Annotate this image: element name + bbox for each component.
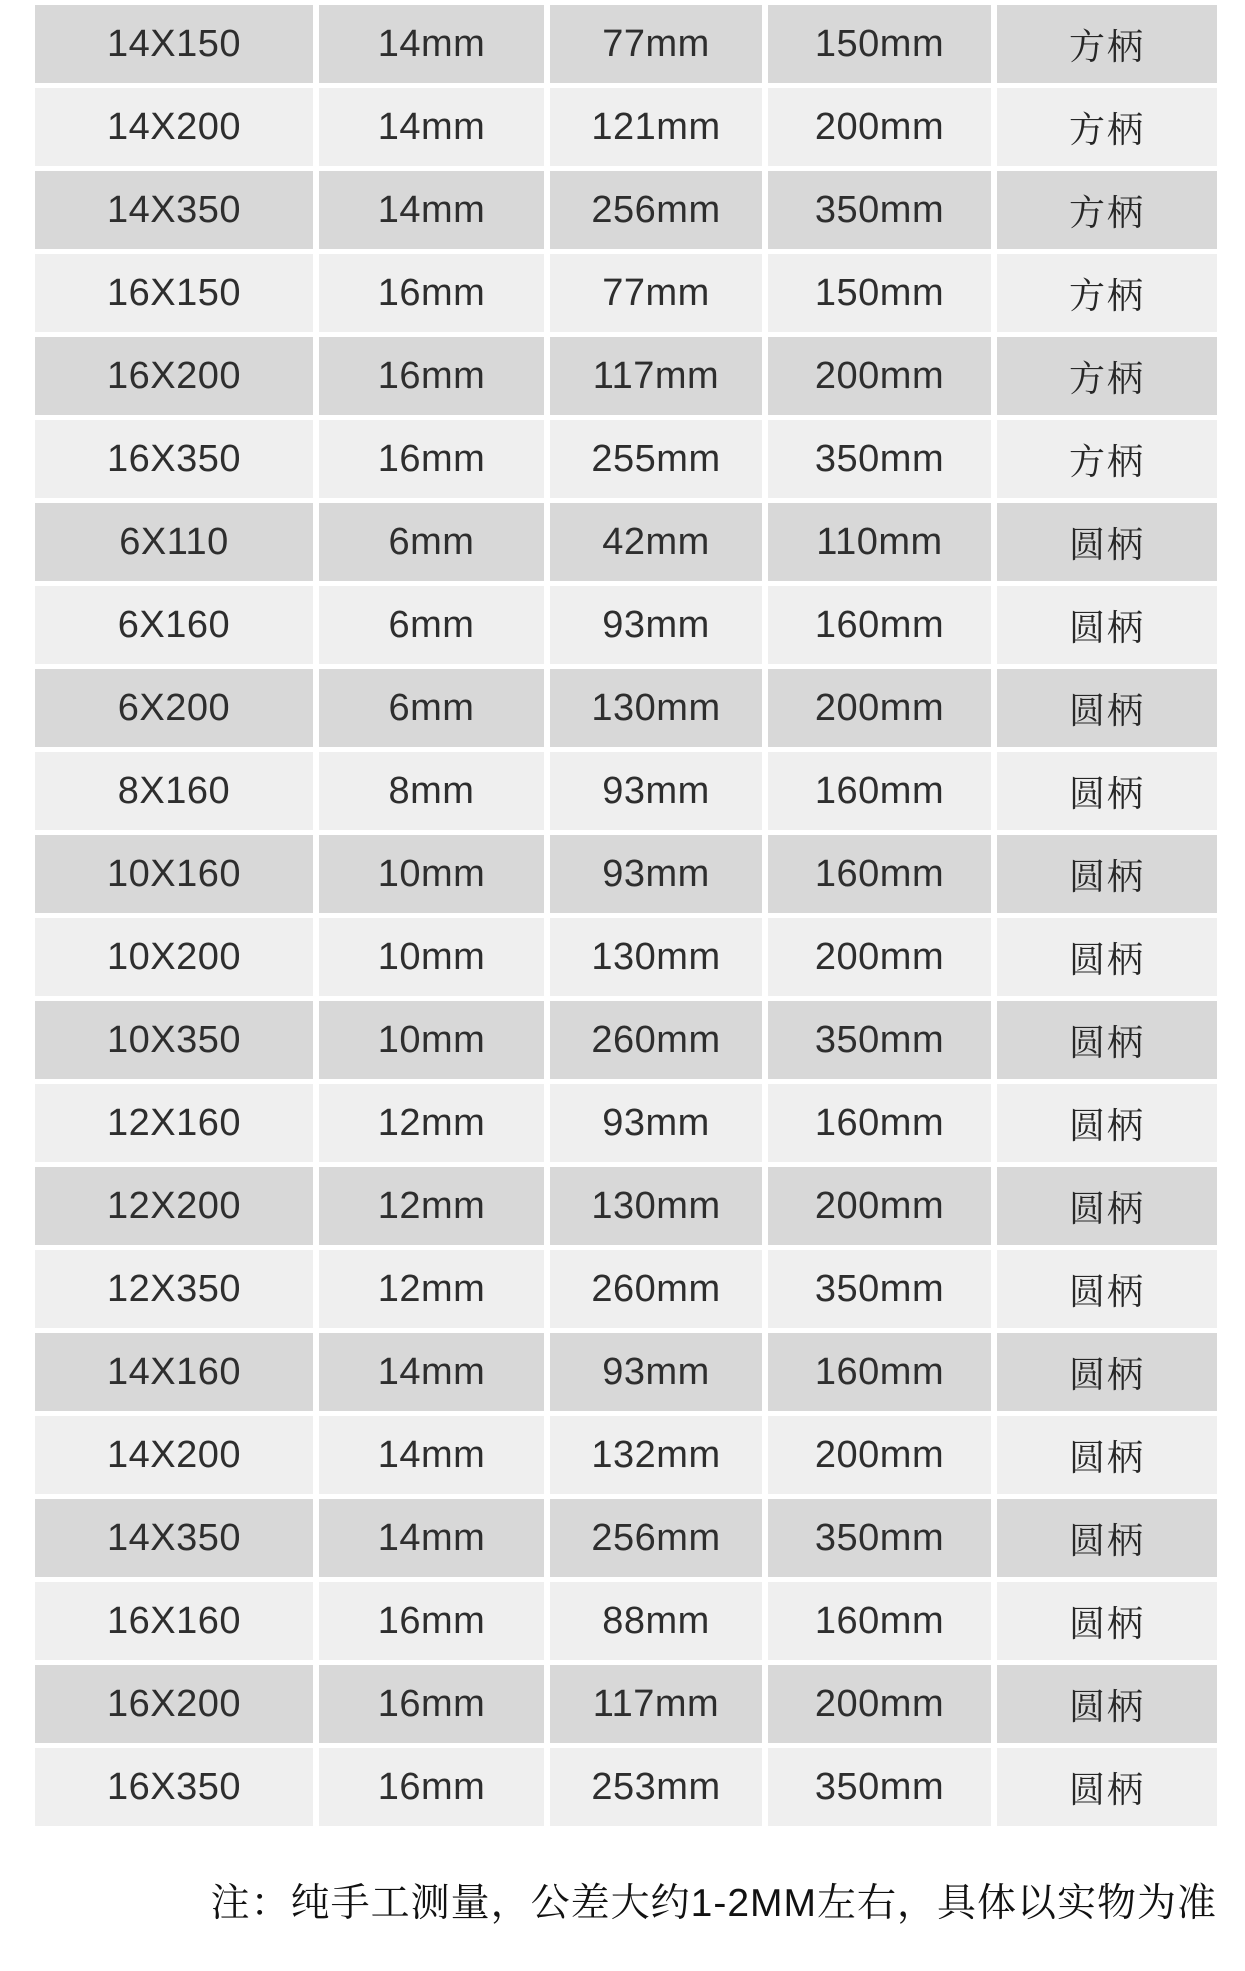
cell-overall-length: 350mm: [768, 420, 991, 498]
cell-overall-length: 200mm: [768, 88, 991, 166]
cell-model: 10X200: [35, 918, 313, 996]
table-row: [35, 503, 1217, 581]
table-row: [35, 337, 1217, 415]
cell-overall-length: 350mm: [768, 1250, 991, 1328]
cell-shank-type: 圆柄: [997, 586, 1217, 664]
table-row: [35, 1001, 1217, 1079]
cell-effective-length: 117mm: [550, 1665, 762, 1743]
cell-shank-type: 圆柄: [997, 835, 1217, 913]
cell-model: 8X160: [35, 752, 313, 830]
cell-overall-length: 160mm: [768, 752, 991, 830]
cell-model: 16X150: [35, 254, 313, 332]
cell-diameter: 10mm: [319, 918, 544, 996]
cell-overall-length: 200mm: [768, 669, 991, 747]
table-row: [35, 1250, 1217, 1328]
cell-shank-type: 方柄: [997, 337, 1217, 415]
cell-diameter: 14mm: [319, 88, 544, 166]
cell-effective-length: 253mm: [550, 1748, 762, 1826]
cell-overall-length: 150mm: [768, 5, 991, 83]
cell-overall-length: 200mm: [768, 1416, 991, 1494]
cell-shank-type: 方柄: [997, 5, 1217, 83]
cell-diameter: 12mm: [319, 1084, 544, 1162]
cell-overall-length: 160mm: [768, 586, 991, 664]
cell-model: 6X200: [35, 669, 313, 747]
cell-model: 12X350: [35, 1250, 313, 1328]
cell-model: 16X350: [35, 420, 313, 498]
cell-model: 16X160: [35, 1582, 313, 1660]
cell-diameter: 16mm: [319, 1582, 544, 1660]
table-row: [35, 586, 1217, 664]
cell-diameter: 14mm: [319, 5, 544, 83]
cell-effective-length: 93mm: [550, 1333, 762, 1411]
cell-shank-type: 圆柄: [997, 1416, 1217, 1494]
cell-effective-length: 256mm: [550, 171, 762, 249]
cell-shank-type: 方柄: [997, 254, 1217, 332]
cell-model: 16X200: [35, 337, 313, 415]
table-row: [35, 5, 1217, 83]
cell-overall-length: 200mm: [768, 1665, 991, 1743]
cell-overall-length: 150mm: [768, 254, 991, 332]
cell-shank-type: 方柄: [997, 171, 1217, 249]
cell-shank-type: 方柄: [997, 420, 1217, 498]
cell-overall-length: 200mm: [768, 337, 991, 415]
cell-overall-length: 160mm: [768, 1582, 991, 1660]
table-row: [35, 1665, 1217, 1743]
cell-shank-type: 圆柄: [997, 918, 1217, 996]
table-row: [35, 1582, 1217, 1660]
cell-diameter: 8mm: [319, 752, 544, 830]
cell-overall-length: 160mm: [768, 835, 991, 913]
cell-shank-type: 圆柄: [997, 1084, 1217, 1162]
cell-model: 14X150: [35, 5, 313, 83]
cell-shank-type: 圆柄: [997, 503, 1217, 581]
cell-model: 14X200: [35, 88, 313, 166]
cell-diameter: 16mm: [319, 420, 544, 498]
cell-overall-length: 350mm: [768, 1748, 991, 1826]
cell-effective-length: 255mm: [550, 420, 762, 498]
table-row: [35, 1499, 1217, 1577]
cell-diameter: 14mm: [319, 171, 544, 249]
table-row: [35, 669, 1217, 747]
cell-diameter: 10mm: [319, 1001, 544, 1079]
cell-shank-type: 圆柄: [997, 1748, 1217, 1826]
cell-shank-type: 圆柄: [997, 1001, 1217, 1079]
cell-overall-length: 350mm: [768, 1499, 991, 1577]
cell-overall-length: 160mm: [768, 1084, 991, 1162]
cell-model: 14X200: [35, 1416, 313, 1494]
cell-diameter: 12mm: [319, 1167, 544, 1245]
table-row: [35, 918, 1217, 996]
cell-diameter: 16mm: [319, 1748, 544, 1826]
cell-effective-length: 77mm: [550, 254, 762, 332]
cell-model: 12X160: [35, 1084, 313, 1162]
table-row: [35, 420, 1217, 498]
cell-diameter: 16mm: [319, 254, 544, 332]
cell-overall-length: 200mm: [768, 918, 991, 996]
cell-shank-type: 方柄: [997, 88, 1217, 166]
cell-shank-type: 圆柄: [997, 752, 1217, 830]
cell-shank-type: 圆柄: [997, 1250, 1217, 1328]
table-row: [35, 1167, 1217, 1245]
cell-diameter: 6mm: [319, 586, 544, 664]
cell-diameter: 12mm: [319, 1250, 544, 1328]
cell-diameter: 16mm: [319, 337, 544, 415]
cell-model: 6X110: [35, 503, 313, 581]
table-row: [35, 1084, 1217, 1162]
cell-overall-length: 110mm: [768, 503, 991, 581]
cell-overall-length: 160mm: [768, 1333, 991, 1411]
cell-shank-type: 圆柄: [997, 1582, 1217, 1660]
spec-table: [35, 5, 1217, 1831]
cell-overall-length: 350mm: [768, 1001, 991, 1079]
cell-model: 10X160: [35, 835, 313, 913]
cell-effective-length: 93mm: [550, 586, 762, 664]
table-row: [35, 835, 1217, 913]
cell-effective-length: 117mm: [550, 337, 762, 415]
cell-overall-length: 350mm: [768, 171, 991, 249]
cell-model: 16X350: [35, 1748, 313, 1826]
cell-effective-length: 77mm: [550, 5, 762, 83]
table-row: [35, 254, 1217, 332]
cell-shank-type: 圆柄: [997, 1333, 1217, 1411]
cell-model: 14X160: [35, 1333, 313, 1411]
cell-effective-length: 130mm: [550, 918, 762, 996]
cell-effective-length: 260mm: [550, 1250, 762, 1328]
cell-model: 10X350: [35, 1001, 313, 1079]
cell-effective-length: 121mm: [550, 88, 762, 166]
table-row: [35, 1748, 1217, 1826]
cell-effective-length: 93mm: [550, 835, 762, 913]
cell-effective-length: 88mm: [550, 1582, 762, 1660]
table-row: [35, 1416, 1217, 1494]
table-row: [35, 752, 1217, 830]
cell-diameter: 6mm: [319, 503, 544, 581]
cell-shank-type: 圆柄: [997, 1167, 1217, 1245]
cell-overall-length: 200mm: [768, 1167, 991, 1245]
cell-effective-length: 93mm: [550, 1084, 762, 1162]
cell-shank-type: 圆柄: [997, 669, 1217, 747]
table-row: [35, 171, 1217, 249]
cell-effective-length: 42mm: [550, 503, 762, 581]
cell-diameter: 6mm: [319, 669, 544, 747]
cell-effective-length: 130mm: [550, 1167, 762, 1245]
cell-effective-length: 260mm: [550, 1001, 762, 1079]
measurement-note: 注：纯手工测量，公差大约1-2MM左右，具体以实物为准: [210, 1882, 1217, 1925]
table-row: [35, 1333, 1217, 1411]
cell-diameter: 14mm: [319, 1416, 544, 1494]
cell-diameter: 14mm: [319, 1499, 544, 1577]
cell-shank-type: 圆柄: [997, 1665, 1217, 1743]
cell-model: 16X200: [35, 1665, 313, 1743]
cell-effective-length: 132mm: [550, 1416, 762, 1494]
cell-diameter: 10mm: [319, 835, 544, 913]
cell-diameter: 16mm: [319, 1665, 544, 1743]
cell-model: 14X350: [35, 1499, 313, 1577]
cell-effective-length: 130mm: [550, 669, 762, 747]
cell-model: 14X350: [35, 171, 313, 249]
cell-diameter: 14mm: [319, 1333, 544, 1411]
table-row: [35, 88, 1217, 166]
cell-effective-length: 256mm: [550, 1499, 762, 1577]
cell-effective-length: 93mm: [550, 752, 762, 830]
cell-shank-type: 圆柄: [997, 1499, 1217, 1577]
cell-model: 12X200: [35, 1167, 313, 1245]
cell-model: 6X160: [35, 586, 313, 664]
